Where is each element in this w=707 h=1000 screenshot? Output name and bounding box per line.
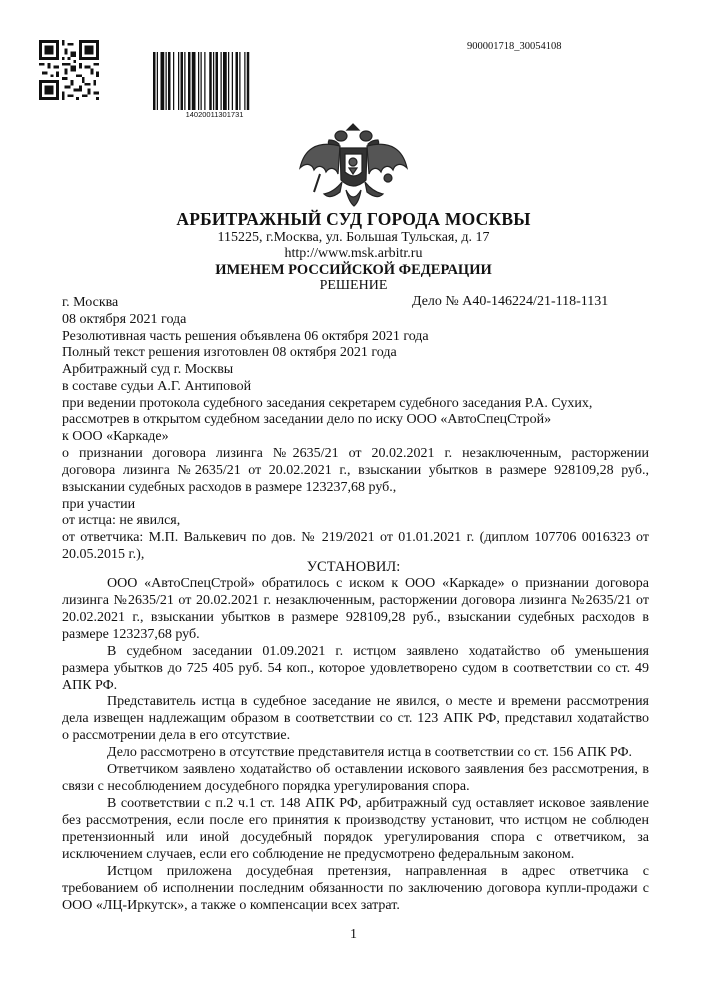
decision-date: 08 октября 2021 года <box>62 312 187 327</box>
barcode-bar <box>223 52 227 110</box>
subject-line-1: о признании договора лизинга №2635/21 от 20.02.2021 г. незаключенным, расторжении <box>62 446 649 461</box>
barcode-bar <box>201 52 202 110</box>
paragraph-line: связи с несоблюдением досудебного порядка урегулирования спора. <box>62 779 470 794</box>
barcode-bar <box>221 52 222 110</box>
paragraph-line: претензионный или иной досудебный порядок урегулирования спора с ответчиком, за <box>62 830 649 845</box>
barcode-bar <box>213 52 214 110</box>
barcode-bar <box>239 52 240 110</box>
barcode-bar <box>181 52 184 110</box>
qr-code <box>39 40 99 100</box>
barcode-bar <box>236 52 239 110</box>
defendant-rep-line-1: от ответчика: М.П. Валькевич по дов. № 219/2021 от 01.01.2021 г. (диплом 107706 0016323 от <box>62 530 649 545</box>
paragraph-line: исключением случаев, если его соблюдение не предусмотрено федеральным законом. <box>62 847 575 862</box>
paragraph-line: 20.02.2021 г., взыскании убытков в размере 928109,28 руб., взыскании судебных расходов в <box>62 610 649 625</box>
barcode-bar <box>247 52 250 110</box>
full-text-date: Полный текст решения изготовлен 08 октября 2021 года <box>62 345 397 360</box>
judge-line: в составе судьи А.Г. Антиповой <box>62 379 252 394</box>
participation-line: при участии <box>62 497 136 512</box>
barcode-bar <box>244 52 245 110</box>
barcode-bar <box>198 52 199 110</box>
paragraph-line: Истцом приложена досудебная претензия, направленная в адрес ответчика с <box>107 864 649 879</box>
paragraph-line: дела извещен надлежащим образом в соответствии со ст. 123 АПК РФ, представил ходатайство <box>62 711 649 726</box>
barcode-bar <box>168 52 171 110</box>
barcode <box>153 52 276 112</box>
claim-line: рассмотрев в открытом судебном заседании дело по иску ООО «АвтоСпецСтрой» <box>62 412 552 427</box>
barcode-bar <box>192 52 196 110</box>
paragraph-line: без рассмотрения, если после его принятия к производству установит, что истцом не соблюден <box>62 813 649 828</box>
barcode-bar <box>232 52 233 110</box>
paragraph-line: требованием об исполнении последним обязанности по заключению договора купли-продажи с <box>62 881 649 896</box>
paragraph-line: размере 123237,68 руб. <box>62 627 200 642</box>
barcode-bar <box>178 52 179 110</box>
page-number: 1 <box>350 927 357 942</box>
court-name: АРБИТРАЖНЫЙ СУД ГОРОДА МОСКВЫ <box>176 209 531 229</box>
barcode-bar <box>161 52 165 110</box>
paragraph-line: размера убытков до 725 405 руб. 54 коп., которое удовлетворено судом в соответствии со ст. 49 <box>62 661 649 676</box>
paragraph-line: В соответствии с п.2 ч.1 ст. 148 АПК РФ, арбитражный суд оставляет исковое заявление <box>107 796 649 811</box>
barcode-bar <box>204 52 205 110</box>
subject-line-2: договора лизинга №2635/21 от 20.02.2021 г., взыскании убытков в размере 928109,28 руб., <box>62 463 649 478</box>
paragraph-line: АПК РФ. <box>62 678 118 693</box>
barcode-bar <box>157 52 158 110</box>
case-number: Дело № А40-146224/21-118-1131 <box>412 294 609 309</box>
document-number: 900001718_30054108 <box>467 41 562 52</box>
paragraph-line: лизинга №2635/21 от 20.02.2021 г. незаключенным, расторжении договора лизинга №2635/21 от <box>62 593 649 608</box>
court-website: http://www.msk.arbitr.ru <box>284 246 423 261</box>
paragraph-line: В судебном заседании 01.09.2021 г. истцом заявлено ходатайство об уменьшения <box>107 644 649 659</box>
paragraph-line: о рассмотрении дела в его отсутствие. <box>62 728 291 743</box>
plaintiff-rep-line: от истца: не явился, <box>62 513 181 528</box>
secretary-line: при ведении протокола судебного заседания секретарем судебного заседания Р.А. Сухих, <box>62 396 593 411</box>
established-heading: УСТАНОВИЛ: <box>306 559 401 575</box>
barcode-bar <box>153 52 156 110</box>
barcode-bar <box>184 52 185 110</box>
paragraph-line: Представитель истца в судебное заседание не явился, о месте и времени рассмотрения <box>107 694 649 709</box>
barcode-bar <box>173 52 174 110</box>
document-type: РЕШЕНИЕ <box>319 278 388 293</box>
city: г. Москва <box>62 295 119 310</box>
barcode-bar <box>188 52 191 110</box>
court-line: Арбитражный суд г. Москвы <box>62 362 234 377</box>
subject-line-3: взыскании судебных расходов в размере 123237,68 руб., <box>62 480 397 495</box>
defendant-line: к ООО «Каркаде» <box>62 429 169 444</box>
barcode-bar <box>209 52 212 110</box>
barcode-bar <box>216 52 219 110</box>
court-address: 115225, г.Москва, ул. Большая Тульская, д. 17 <box>217 230 490 245</box>
paragraph-line: ООО «ЛЦ-Иркутск», а также о компенсации всех затрат. <box>62 898 400 913</box>
barcode-number: 14020011301731 <box>185 110 244 119</box>
coat-of-arms-emblem <box>296 120 411 215</box>
barcode-bar <box>166 52 167 110</box>
barcode-bar <box>228 52 229 110</box>
paragraph-line: ООО «АвтоСпецСтрой» обратилось с иском к ООО «Каркаде» о признании договора <box>107 576 649 591</box>
in-the-name-heading: ИМЕНЕМ РОССИЙСКОЙ ФЕДЕРАЦИИ <box>215 262 492 278</box>
defendant-rep-line-2: 20.05.2015 г.), <box>62 547 145 562</box>
paragraph-line: Ответчиком заявлено ходатайство об оставлении искового заявления без рассмотрения, в <box>107 762 649 777</box>
resolutive-part: Резолютивная часть решения объявлена 06 октября 2021 года <box>62 329 429 344</box>
paragraph-line: Дело рассмотрено в отсутствие представителя истца в соответствии со ст. 156 АПК РФ. <box>107 745 633 760</box>
